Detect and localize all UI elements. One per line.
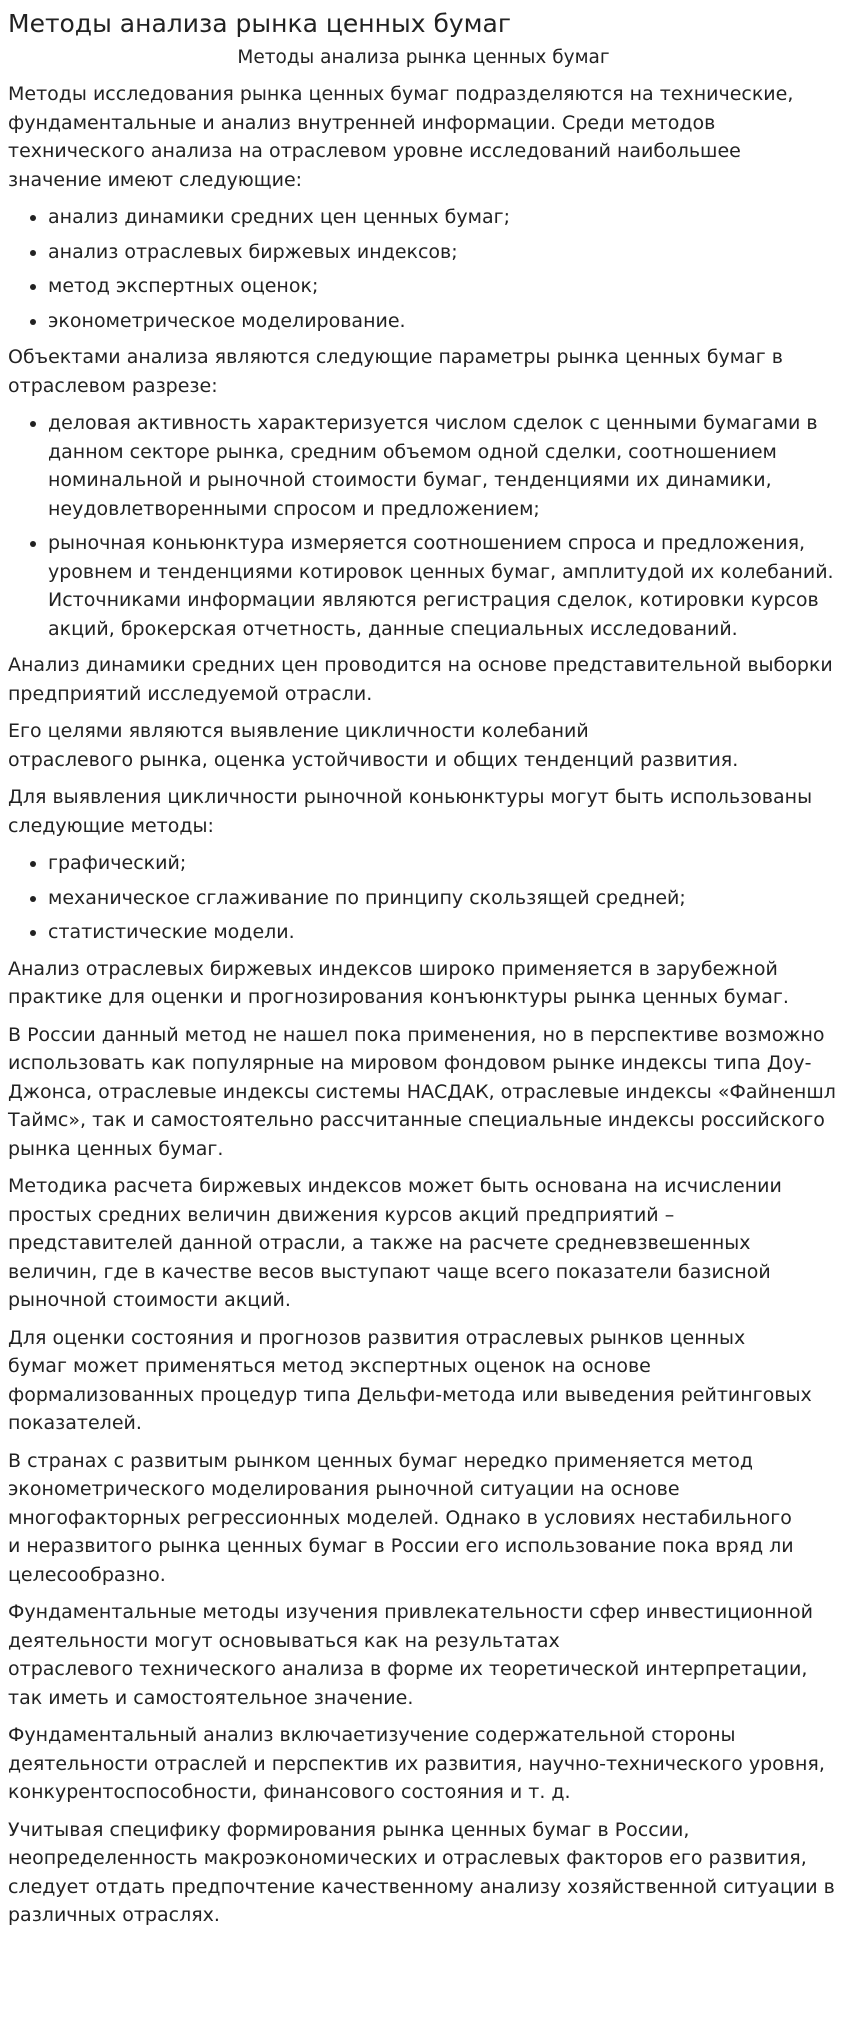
list-item: • графический; — [48, 849, 839, 878]
paragraph-russia: В России данный метод не нашел пока применения, но в перспективе возможно использовать как популярные на мировом фондовом рынке индексы типа Доу- Джонса, отраслевые индексы системы НАСДАК, отраслевые индексы «Файненшл Таймс», так и самостоятельно рассчитанные специальные индексы российского рынка ценных бумаг. — [8, 1023, 836, 1160]
list-item: • деловая активность характеризуется числом сделок с ценными бумагами в данном секторе рынка, средним объемом одной сделки, соотношением номинальной и рыночной стоимости бумаг, тенденциями их динамики, неудовлетворенными спросом и предложением; — [48, 409, 839, 523]
paragraph-conclusion: Учитывая специфику формирования рынка ценных бумаг в России, неопределенность макроэкономических и отраслевых факторов его развития, следует отдать предпочтение качественному анализу хозяйственной ситуации в различных отраслях. — [8, 1818, 835, 1926]
paragraph-indices: Анализ отраслевых биржевых индексов широко применяется в зарубежной практике для оценки и прогнозирования конъюнктуры рынка ценных бумаг. — [8, 957, 789, 1008]
paragraph-index-method: Методика расчета биржевых индексов может быть основана на исчислении простых средних величин движения курсов акций предприятий – представителей данной отрасли, а также на расчете средневзвешенных величин, где в качестве весов выступают чаще всего показатели базисной рыночной стоимости акций. — [8, 1175, 782, 1311]
list-item: • анализ отраслевых биржевых индексов; — [48, 238, 839, 267]
paragraph-goals: Его целями являются выявление цикличности колебаний отраслевого рынка, оценка устойчивости и общих тенденций развития. — [8, 720, 739, 771]
paragraph-intro: Методы исследования рынка ценных бумаг подразделяются на технические, фундаментальные и анализ внутренней информации. Среди методов технического анализа на отраслевом уровне исследований наибольшее значение имеют следующие: — [8, 83, 794, 191]
list-item: • механическое сглаживание по принципу скользящей средней; — [48, 884, 839, 913]
cyclicity-methods-list — [8, 849, 839, 947]
methods-list — [8, 203, 839, 335]
paragraph-objects: Объектами анализа являются следующие параметры рынка ценных бумаг в отраслевом разрезе: — [8, 346, 784, 397]
list-item: • рыночная коньюнктура измеряется соотношением спроса и предложения, уровнем и тенденциями котировок ценных бумаг, амплитудой их колебаний. Источниками информации являются регистрация сделок, котировки курсов акций, брокерская отчетность, данные специальных исследований. — [48, 529, 839, 643]
paragraph-expert: Для оценки состояния и прогнозов развития отраслевых рынков ценных бумаг может применяться метод экспертных оценок на основе формализованных процедур типа Дельфи-метода или выведения рейтинговых показателей. — [8, 1326, 812, 1434]
page-title: Методы анализа рынка ценных бумаг — [8, 9, 511, 38]
paragraph-fundamental: Фундаментальные методы изучения привлекательности сфер инвестиционной деятельности могут основываться как на результатах отраслевого технического анализа в форме их теоретической интерпретации, так иметь и самостоятельное значение. — [8, 1601, 813, 1709]
paragraph-econometric: В странах с развитым рынком ценных бумаг нередко применяется метод эконометрического моделирования рыночной ситуации на основе многофакторных регрессионных моделей. Однако в условиях нестабильного и неразвитого рынка ценных бумаг в России его использование пока вряд ли целесообразно. — [8, 1449, 794, 1586]
subtitle: Методы анализа рынка ценных бумаг — [237, 47, 610, 68]
list-item: • эконометрическое моделирование. — [48, 307, 839, 336]
objects-list — [8, 409, 839, 643]
list-item: • статистические модели. — [48, 918, 839, 947]
paragraph-avg-prices: Анализ динамики средних цен проводится на основе представительной выборки предприятий исследуемой отрасли. — [8, 654, 833, 705]
list-item: • анализ динамики средних цен ценных бумаг; — [48, 203, 839, 232]
list-item: • метод экспертных оценок; — [48, 272, 839, 301]
paragraph-fundamental-analysis: Фундаментальный анализ включаетизучение содержательной стороны деятельности отраслей и перспектив их развития, научно-технического уровня, конкурентоспособности, финансового состояния и т. д. — [8, 1724, 825, 1803]
paragraph-cyclicity: Для выявления цикличности рыночной коньюнктуры могут быть использованы следующие методы: — [8, 786, 813, 837]
